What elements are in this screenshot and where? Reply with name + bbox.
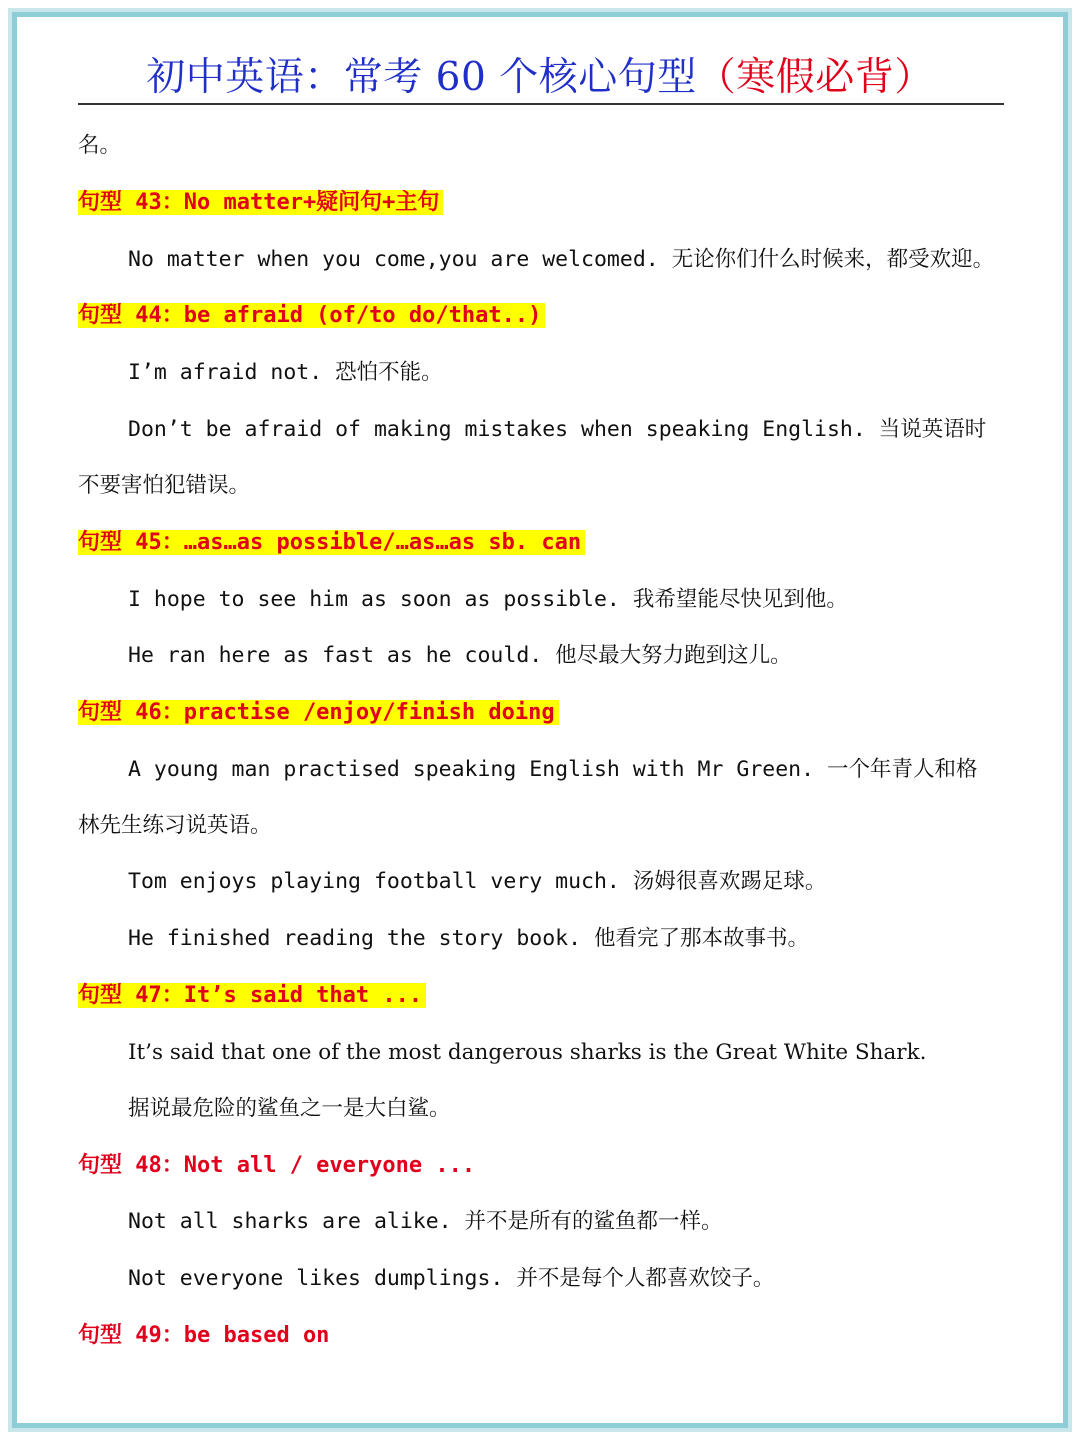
example-sentence: I hope to see him as soon as possible. 我希望能尽快见到他。 [128,587,848,612]
example-sentence: Don’t be afraid of making mistakes when speaking English. 当说英语时 [128,417,987,442]
example-sentence-continued: 林先生练习说英语。 [78,813,272,838]
heading-highlight: 句型 44：be afraid (of/to do/that..) [78,303,545,328]
pattern-heading-43 [78,182,443,224]
example-sentence: Not all sharks are alike. 并不是所有的鲨鱼都一样。 [128,1209,723,1234]
example-sentence-continued: 不要害怕犯错误。 [78,473,251,498]
example-sentence: No matter when you come,you are welcomed. 无论你们什么时候来，都受欢迎。 [128,247,995,272]
heading-highlight: 句型 47：It’s said that ... [78,983,426,1008]
heading-highlight: 句型 43：No matter+疑问句+主句 [78,190,443,215]
example-sentence: I’m afraid not. 恐怕不能。 [128,360,443,385]
example-sentence: He finished reading the story book. 他看完了那本故事书。 [128,926,809,951]
pattern-heading-46 [78,692,559,734]
heading-highlight: 句型 46：practise /enjoy/finish doing [78,700,559,725]
continued-text: 名。 [78,133,122,158]
pattern-heading-49: 句型 49：be based on [78,1323,330,1348]
title-divider [78,103,1004,105]
example-sentence: Not everyone likes dumplings. 并不是每个人都喜欢饺子。 [128,1266,775,1291]
pattern-heading-44 [78,295,545,337]
heading-highlight: 句型 45：…as…as possible/…as…as sb. can [78,530,585,555]
example-sentence: It’s said that one of the most dangerous sharks is the Great White Shark. [128,1040,927,1065]
pattern-heading-48: 句型 48：Not all / everyone ... [78,1153,476,1178]
title-tag: （寒假必背） [696,55,934,100]
page-title [0,52,1080,104]
pattern-heading-45 [78,522,585,564]
title-main: 初中英语：常考 60 个核心句型 [146,55,697,100]
example-sentence: A young man practised speaking English with Mr Green. 一个年青人和格 [128,757,978,782]
example-sentence: He ran here as fast as he could. 他尽最大努力跑到这儿。 [128,643,792,668]
example-sentence: Tom enjoys playing football very much. 汤姆很喜欢踢足球。 [128,869,827,894]
example-translation: 据说最危险的鲨鱼之一是大白鲨。 [128,1096,451,1121]
pattern-heading-47 [78,975,426,1017]
